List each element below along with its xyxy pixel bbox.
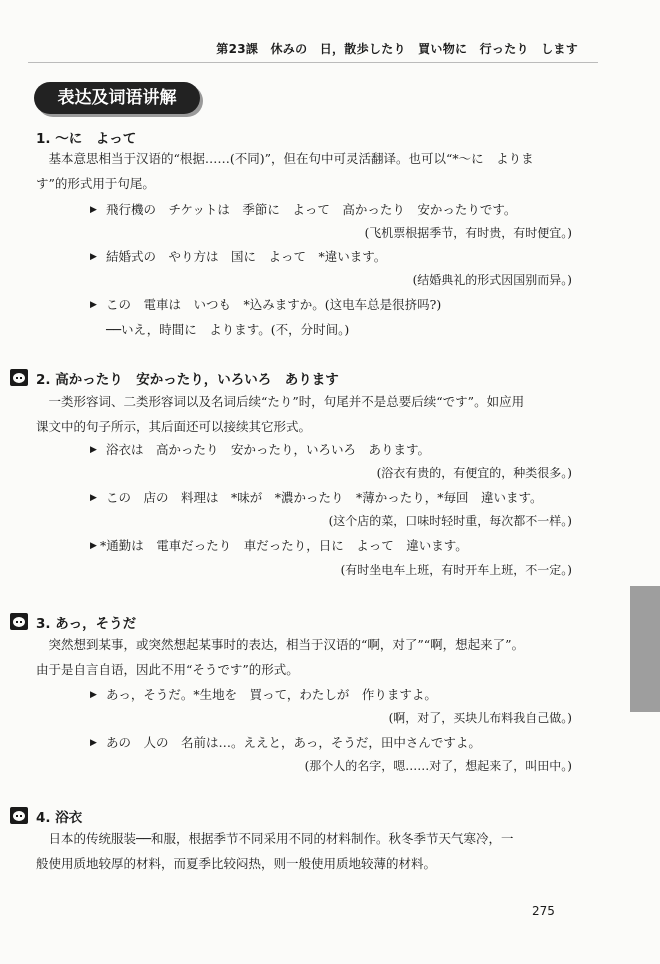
section-3-heading: 3. あっ，そうだ xyxy=(36,616,137,632)
header-rule xyxy=(28,62,598,63)
example-2-1-zh: (浴衣有贵的，有便宜的，种类很多。) xyxy=(376,466,572,480)
section-4-body-line1: 日本的传统服装──和服，根据季节不同采用不同的材料制作。秋冬季节天气寒冷，一 xyxy=(36,831,514,846)
section-2-heading: 2. 高かったり 安かったり，いろいろ あります xyxy=(36,372,339,388)
example-1-2-ja: 結婚式の やり方は 国に よって *違います。 xyxy=(106,249,387,264)
section-3-body-line2: 由于是自言自语，因此不用“そうです”的形式。 xyxy=(36,662,299,677)
section-2-body-line2: 课文中的句子所示，其后面还可以接续其它形式。 xyxy=(36,419,312,434)
bullet-icon: ▶ xyxy=(90,300,97,310)
bullet-icon: ▶ xyxy=(90,541,97,551)
section-1-heading: 1. ～に よって xyxy=(36,131,137,147)
bullet-icon: ▶ xyxy=(90,690,97,700)
section-1-body-line1: 基本意思相当于汉语的“根据……(不同)”，但在句中可灵活翻译。也可以“*～に よりま xyxy=(36,151,534,166)
example-2-2-ja: この 店の 料理は *味が *濃かったり *薄かったり，*毎回 違います。 xyxy=(106,490,543,505)
bullet-icon: ▶ xyxy=(90,252,97,262)
face-icon xyxy=(10,807,28,824)
face-icon xyxy=(10,613,28,630)
example-2-1-ja: 浴衣は 高かったり 安かったり，いろいろ あります。 xyxy=(106,442,431,457)
bullet-icon: ▶ xyxy=(90,738,97,748)
example-1-3-ja: この 電車は いつも *込みますか。(这电车总是很挤吗?) xyxy=(106,297,442,312)
bullet-icon: ▶ xyxy=(90,445,97,455)
example-2-3-ja: *通勤は 電車だったり 車だったり，日に よって 違います。 xyxy=(100,538,468,553)
example-3-2-zh: (那个人的名字，嗯……对了，想起来了，叫田中。) xyxy=(304,759,572,773)
section-4-heading: 4. 浴衣 xyxy=(36,810,83,826)
section-banner: 表达及词语讲解 xyxy=(34,82,200,114)
face-icon xyxy=(10,369,28,386)
example-2-2-zh: (这个店的菜，口味时轻时重，每次都不一样。) xyxy=(328,514,572,528)
section-3-body-line1: 突然想到某事，或突然想起某事时的表达，相当于汉语的“啊，对了”“啊，想起来了”。 xyxy=(36,637,525,652)
bullet-icon: ▶ xyxy=(90,493,97,503)
running-header: 第23課 休みの 日，散歩したり 買い物に 行ったり します xyxy=(216,42,578,56)
chapter-side-tab xyxy=(630,586,660,712)
example-2-3-zh: (有时坐电车上班，有时开车上班，不一定。) xyxy=(340,563,572,577)
section-2-body-line1: 一类形容词、二类形容词以及名词后续“たり”时，句尾并不是总要后续“です”。如应用 xyxy=(36,394,525,409)
example-3-1-ja: あっ，そうだ。*生地を 買って，わたしが 作りますよ。 xyxy=(106,687,437,702)
example-1-1-ja: 飛行機の チケットは 季節に よって 高かったり 安かったりです。 xyxy=(106,202,517,217)
example-3-1-zh: (啊，对了，买块儿布料我自己做。) xyxy=(388,711,572,725)
bullet-icon: ▶ xyxy=(90,205,97,215)
example-3-2-ja: あの 人の 名前は…。ええと，あっ，そうだ，田中さんですよ。 xyxy=(106,735,481,750)
example-1-3-reply: ──いえ，時間に よります。(不，分时间。) xyxy=(106,322,350,337)
section-1-body-line2: す”的形式用于句尾。 xyxy=(36,176,155,191)
example-1-1-zh: (飞机票根据季节，有时贵，有时便宜。) xyxy=(364,226,572,240)
example-1-2-zh: (结婚典礼的形式因国别而异。) xyxy=(412,273,572,287)
section-4-body-line2: 般使用质地较厚的材料，而夏季比较闷热，则一般使用质地较薄的材料。 xyxy=(36,856,437,871)
page-number: 275 xyxy=(532,904,555,918)
